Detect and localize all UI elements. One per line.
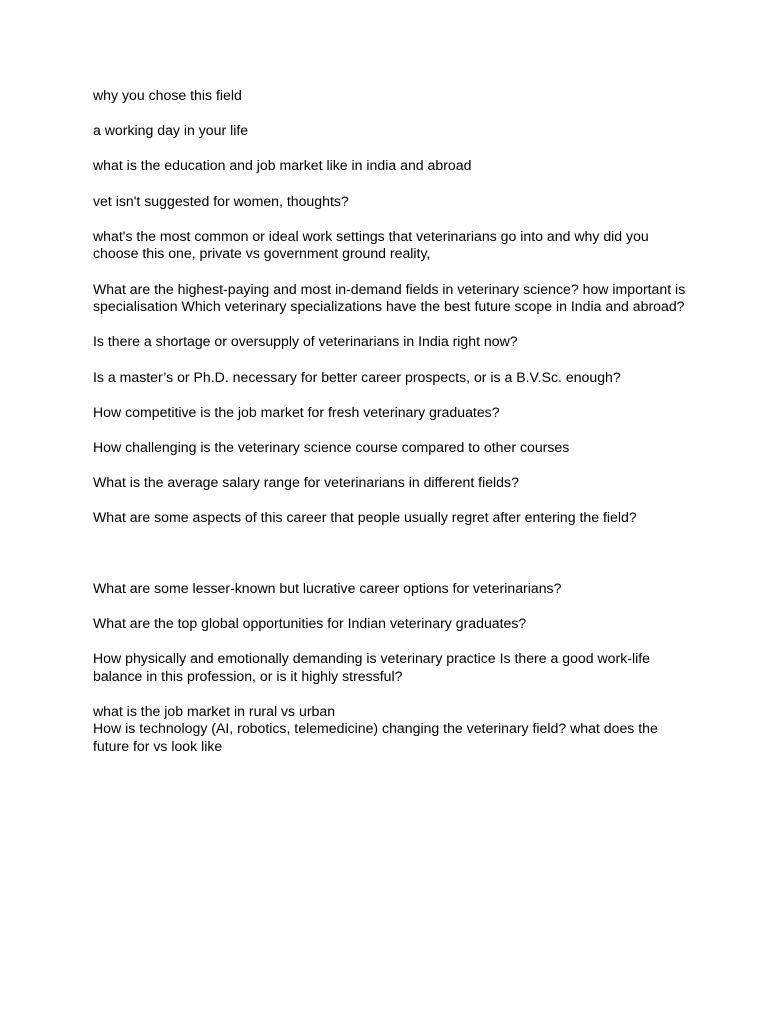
document-body (93, 87, 688, 773)
question-text: Is there a shortage or oversupply of veterinarians in India right now? (93, 333, 518, 350)
question-text: How challenging is the veterinary science course compared to other courses (93, 438, 570, 455)
question-text: a working day in your life (93, 122, 249, 139)
question-text: what is the education and job market like in india and abroad (93, 157, 472, 174)
question-text: vet isn't suggested for women, thoughts? (93, 192, 349, 209)
question-text: what is the job market in rural vs urban (93, 702, 336, 719)
question-text: What are the top global opportunities for Indian veterinary graduates? (93, 614, 527, 631)
question-text: What are the highest-paying and most in-demand fields in veterinary science? how important is specialisation Which veterinary specializations have the best future scope in India and abroad? (93, 280, 686, 315)
blank-lines (93, 544, 688, 579)
question-text: How physically and emotionally demanding is veterinary practice Is there a good work-life balance in this profession, or is it highly stressful? (93, 650, 650, 684)
question-text: Is a master’s or Ph.D. necessary for better career prospects, or is a B.V.Sc. enough? (93, 368, 621, 385)
question-text: How is technology (AI, robotics, telemedicine) changing the veterinary field? what does the future for vs look like (93, 720, 658, 754)
question-text: How competitive is the job market for fresh veterinary graduates? (93, 403, 500, 420)
question-text: what's the most common or ideal work settings that veterinarians go into and why did you choose this one, private vs government ground reality, (93, 227, 649, 262)
question-text: why you chose this field (93, 87, 242, 103)
question-text: What are some aspects of this career that people usually regret after entering the field? (93, 509, 637, 526)
question-text: What is the average salary range for veterinarians in different fields? (93, 474, 519, 491)
question-text: What are some lesser-known but lucrative career options for veterinarians? (93, 579, 562, 596)
